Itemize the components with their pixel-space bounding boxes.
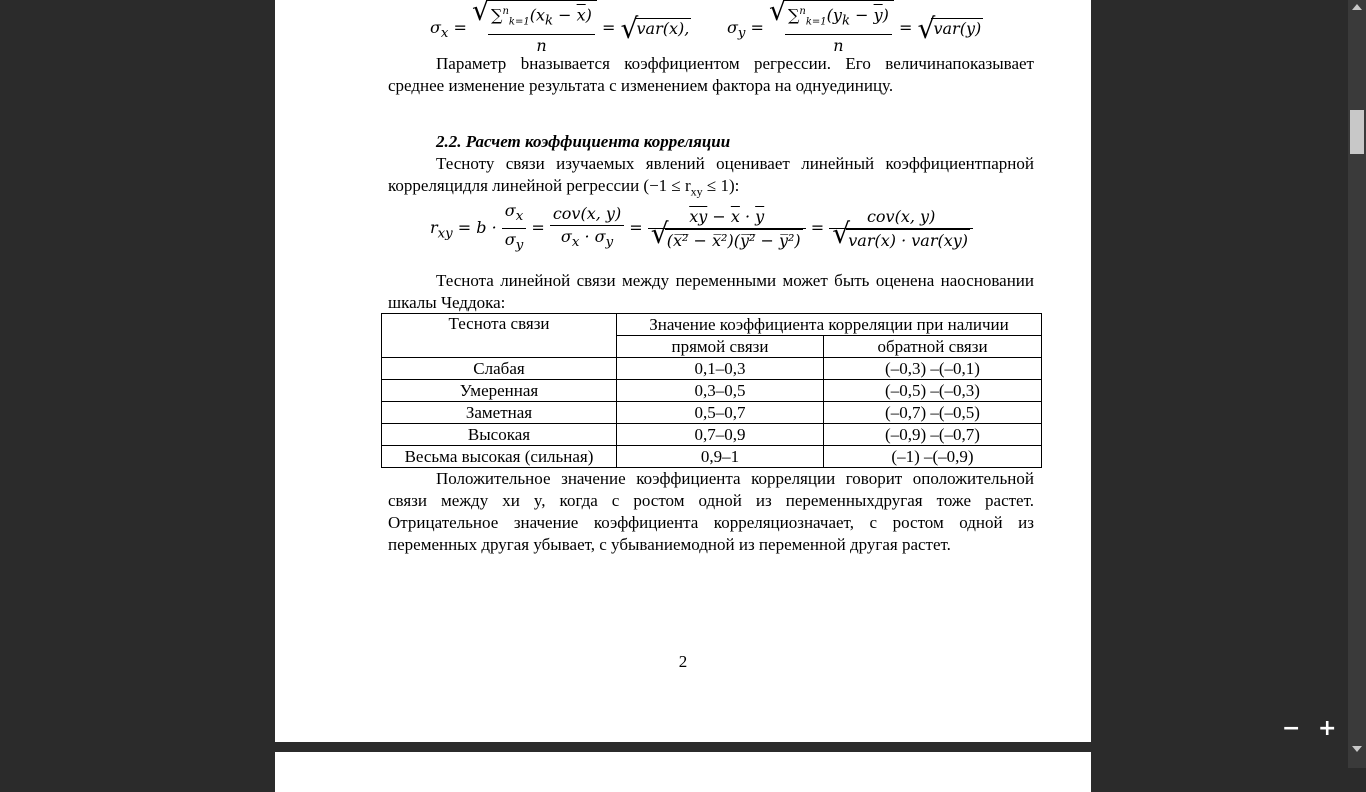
table-cell: (–0,3) –(–0,1) — [824, 358, 1042, 380]
scroll-up-arrow-icon[interactable] — [1352, 4, 1362, 10]
table-cell: (–1) –(–0,9) — [824, 446, 1042, 468]
section-heading: 2.2. Расчет коэффициента корреляции — [436, 132, 731, 151]
table-cell: Слабая — [382, 358, 617, 380]
table-header-direct: прямой связи — [617, 336, 824, 358]
table-row — [382, 446, 1042, 468]
table-cell: (–0,5) –(–0,3) — [824, 380, 1042, 402]
table-row — [382, 402, 1042, 424]
cheddock-table — [381, 313, 1042, 468]
table-cell: (–0,7) –(–0,5) — [824, 402, 1042, 424]
section-2-2 — [388, 131, 1034, 202]
paragraph-correlation-intro: Тесноту связи изучаемых явлений оценивает линейный коэффициентпарной корреляцидля линейной регрессии $(-1 \le r_{xy} \le 1)$: — [388, 154, 1034, 199]
table-cell: Высокая — [382, 424, 617, 446]
table-row — [382, 358, 1042, 380]
table-cell: 0,3–0,5 — [617, 380, 824, 402]
table-cell: Весьма высокая (сильная) — [382, 446, 617, 468]
body-text-block-1 — [388, 53, 1034, 97]
scrollbar-thumb[interactable] — [1350, 110, 1364, 154]
table-cell: 0,9–1 — [617, 446, 824, 468]
table-cell: 0,7–0,9 — [617, 424, 824, 446]
formula-sigma: $\sigma_x$ = √ $\frac{\sum^n_{k=1}(x_k - \overline{x})}{n}$ = √ var(x), $\sigma_y$ = √ $\frac{\sum^n_{k=1}(y_k - \overline{y})}{n}$ = √ var(y) — [430, 0, 983, 57]
scroll-down-arrow-icon[interactable] — [1352, 746, 1362, 752]
document-page — [275, 0, 1091, 742]
paragraph-regression-coef: Параметр bназывается коэффициентом регрессии. Его величинапоказывает среднее изменение результата с изменением фактора на однуединицу. — [388, 54, 1034, 95]
table-header-value: Значение коэффициента корреляции при наличии — [617, 314, 1042, 336]
paragraph-cheddock: Теснота линейной связи между переменными может быть оценена наосновании шкалы Чеддока: — [388, 271, 1034, 312]
table-cell: (–0,9) –(–0,7) — [824, 424, 1042, 446]
formula-correlation: $r_{xy} = b$ · $\frac{\sigma_x}{\sigma_y}$ = $\frac{\text{cov(x, y)}}{\sigma_x \cdot \sigma_y}$ = $\overline{xy} - \overline{x} \cdot \overline{y}$ √ (x̅²̅ − x̅²)(y̅²̅ − y̅²) = cov(x, y) √ var(x) · var(xy) — [430, 200, 973, 257]
table-row — [382, 424, 1042, 446]
table-cell: Умеренная — [382, 380, 617, 402]
page-number: 2 — [678, 652, 688, 671]
body-text-block-4 — [388, 468, 1034, 556]
table-cell: Заметная — [382, 402, 617, 424]
table-cell: 0,1–0,3 — [617, 358, 824, 380]
paragraph-positive-correlation: Положительное значение коэффициента корреляции говорит оположительной связи между xи y, когда с ростом одной из переменныхдругая тоже растет. Отрицательное значение коэффициента корреляциозначает, с ростом одной из переменных другая убывает, с убываниемодной из переменной другая растет. — [388, 469, 1034, 554]
table-header-inverse: обратной связи — [824, 336, 1042, 358]
body-text-block-3 — [388, 270, 1034, 314]
next-page-edge — [275, 752, 1091, 792]
table-header-tightness: Теснота связи — [382, 314, 617, 358]
table-row — [382, 380, 1042, 402]
zoom-out-button[interactable]: − — [1282, 716, 1301, 741]
vertical-scrollbar[interactable] — [1348, 0, 1366, 768]
zoom-in-button[interactable]: + — [1318, 716, 1337, 741]
table-cell: 0,5–0,7 — [617, 402, 824, 424]
